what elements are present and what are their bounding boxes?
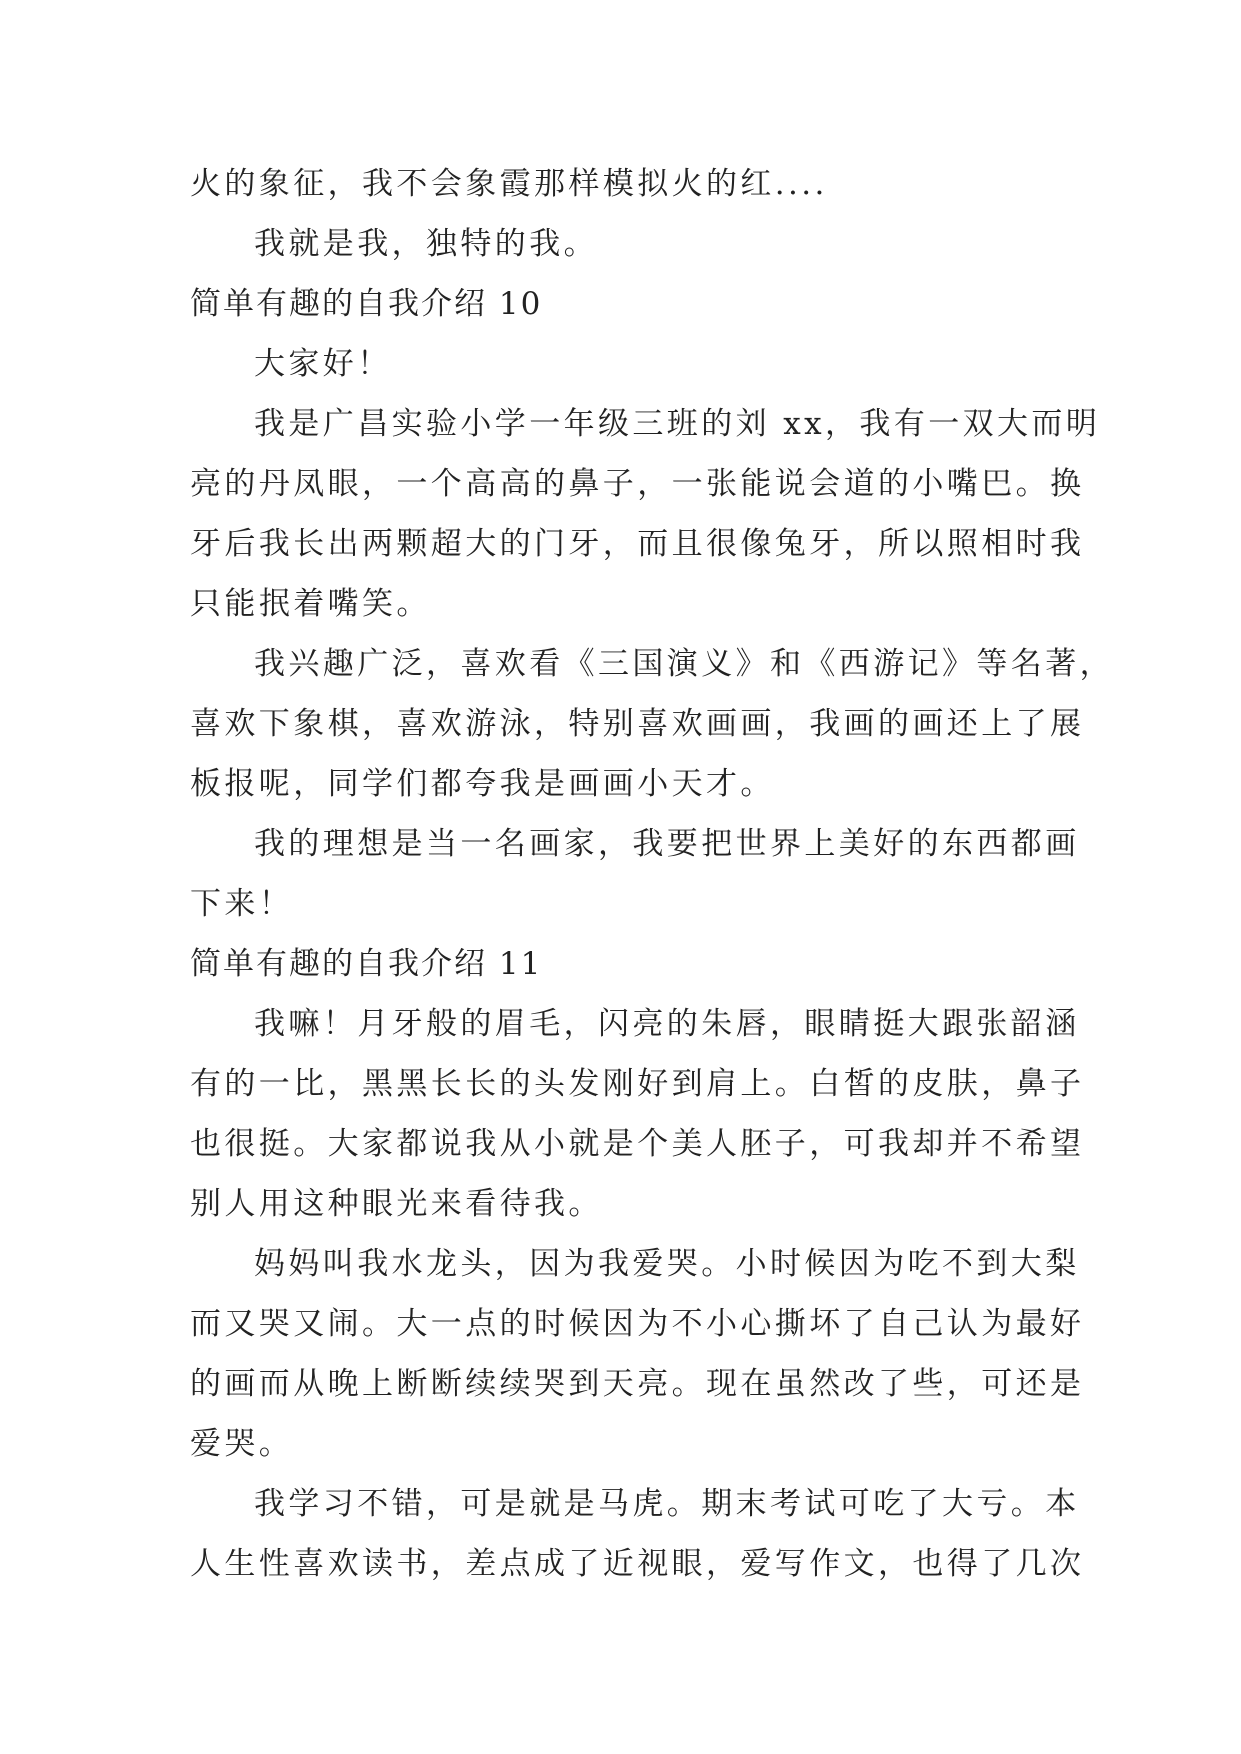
text-line: 人生性喜欢读书，差点成了近视眼，爱写作文，也得了几次	[190, 1546, 1085, 1582]
text-line: 牙后我长出两颗超大的门牙，而且很像兔牙，所以照相时我	[190, 526, 1085, 562]
text-line: 亮的丹凤眼，一个高高的鼻子，一张能说会道的小嘴巴。换	[190, 466, 1085, 502]
document-body	[190, 154, 1114, 1594]
text-line: 我学习不错，可是就是马虎。期末考试可吃了大亏。本	[254, 1486, 1080, 1522]
text-line: 妈妈叫我水龙头，因为我爱哭。小时候因为吃不到大梨	[254, 1246, 1080, 1282]
text-line: 下来！	[190, 886, 294, 922]
text-line: 火的象征，我不会象霞那样模拟火的红....	[190, 166, 828, 202]
text-line: 也很挺。大家都说我从小就是个美人胚子，可我却并不希望	[190, 1126, 1085, 1162]
text-line: 的画而从晚上断断续续哭到天亮。现在虽然改了些，可还是	[190, 1366, 1085, 1402]
text-line: 板报呢，同学们都夸我是画画小天才。	[190, 766, 775, 802]
text-line: 只能抿着嘴笑。	[190, 586, 431, 622]
text-line: 我嘛！月牙般的眉毛，闪亮的朱唇，眼睛挺大跟张韶涵	[254, 1006, 1080, 1042]
text-line: 我兴趣广泛，喜欢看《三国演义》和《西游记》等名著，	[254, 646, 1114, 682]
text-line: 而又哭又闹。大一点的时候因为不小心撕坏了自己认为最好	[190, 1306, 1085, 1342]
section-heading: 简单有趣的自我介绍 10	[190, 286, 543, 322]
text-line: 喜欢下象棋，喜欢游泳，特别喜欢画画，我画的画还上了展	[190, 706, 1085, 742]
text-line: 我是广昌实验小学一年级三班的刘 xx，我有一双大而明	[254, 406, 1101, 442]
text-line: 别人用这种眼光来看待我。	[190, 1186, 603, 1222]
section-heading: 简单有趣的自我介绍 11	[190, 946, 543, 982]
text-line: 有的一比，黑黑长长的头发刚好到肩上。白皙的皮肤，鼻子	[190, 1066, 1085, 1102]
text-line: 爱哭。	[190, 1426, 294, 1462]
text-line: 我的理想是当一名画家，我要把世界上美好的东西都画	[254, 826, 1080, 862]
text-line: 我就是我，独特的我。	[254, 226, 598, 262]
text-line: 大家好！	[254, 346, 392, 382]
